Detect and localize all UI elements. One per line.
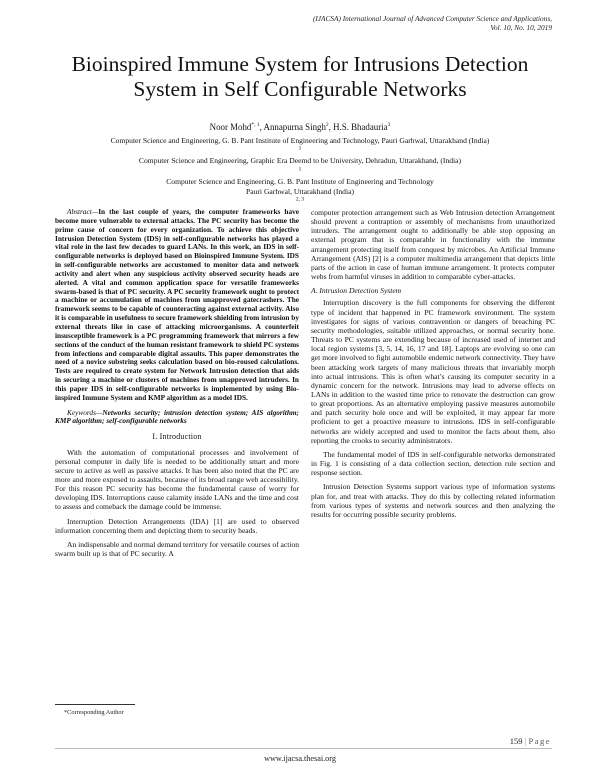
paper-title (30, 52, 570, 102)
left-column (55, 208, 299, 563)
title-line-2: System in Self Configurable Networks (133, 77, 467, 101)
page-number-separator: | (524, 736, 527, 746)
right-paragraph-continued: computer protection arrangement such as Web Intrusion detection Arrangement should prevent a contraption or assembly of mechanisms from unauthorized intruders. The arrangement ought to additionally be able stop opposing an external program that is comparable in functionality with the immune arrangement protecting itself from conquest by microbes. An Artificial Immune Arrangement (AIS) [2] is a computer multimedia arrangement that depicts little parts of the action in case of human immune arrangement. It protects computer webs from harmful viruses in addition to comparable cyber-attacks. (311, 208, 555, 282)
keywords (55, 409, 299, 427)
subsection-heading-ids: A. Intrusion Detection System (311, 286, 402, 296)
affiliation-2: Computer Science and Engineering, Graphic Era Deemd to be University, Dehradun, Uttarakhand, (India) $^1$ (138, 156, 462, 173)
footnote-divider (55, 704, 135, 705)
footer-divider (55, 748, 552, 749)
keywords-text: Networks security; intrusion detection system; AIS algorithm; KMP algorithm; self-configurable networks (55, 407, 299, 426)
intro-paragraph-2: Interruption Detection Arrangements (IDA) [1] are used to observed information concerning them and depicting them to security heads. (55, 516, 299, 535)
title-line-1: Bioinspired Immune System for Intrusions Detection (71, 52, 529, 76)
affiliations (20, 136, 580, 207)
ids-paragraph-3: Intrusion Detection Systems support various type of information systems plan for, and treat with attacks. They do this by collecting related information from various types of systems and network sources and then analyzing the results for occurring possible security problems. (311, 482, 555, 519)
abstract-text: In the last couple of years, the computer frameworks have become more vulnerable to external attacks. The PC security has become the prime cause of concern for every organization. To achieve this objective Intrusion Detection System (IDS) in self-configurable networks has played a vital role in the last few decades to guard LANs. In this work, an IDS in self-configurable networks is deployed based on Bioinspired Immune System. IDS in self-configurable networks are accustomed to monitor data and network activity and alert when any suspicious activity observed security heads are alerted. A vital and common application space for versatile frameworks swarm-based is that of PC security. A PC security framework ought to protect a machine or accumulation of machines from unapproved gatecrashers. The framework seems to be capable of counteracting against external activity. Also it is comparable in usefulness to secure framework shielding from intrusion by external threats like in case of attacking microorganisms. A counterfeit insusceptible framework is a PC programming framework that mirrors a few sections of the conduct of the human resistant framework to shield PC systems from infections and comparable digital assaults. This paper demonstrates the need of a novice substring seeks calculation based on bio-roused calculations. Tests are required to create system for Network Intrusion detection that aids in securing a machine or clusters of machines from unapproved intruders. In this paper IDS in self-configurable networks is implemented by using Bio-inspired Immune System and KMP algorithm as a model IDS. (55, 207, 299, 402)
section-heading-introduction: I. Introduction (152, 432, 202, 442)
author-2-sup: 2 (325, 122, 329, 129)
author-3: H.S. Bhadauria (333, 122, 388, 132)
journal-name: (IJACSA) International Journal of Advanced Computer Science and Applications, (312, 14, 552, 23)
journal-header (132, 14, 552, 32)
corresponding-author-footnote: *Corresponding Author (64, 709, 124, 716)
keywords-label: Keywords— (67, 407, 103, 417)
intro-paragraph-3: An indispensable and normal demand territory for versatile courses of action swarm built up is that of PC security. A (55, 539, 299, 559)
affiliation-1: Computer Science and Engineering, G. B. Pant Institute of Engineering and Technology, Pauri Garhwal, Uttarakhand (India) $^1$ (110, 136, 490, 152)
abstract-label: Abstract— (67, 207, 99, 216)
journal-volume: Vol. 10, No. 10, 2019 (490, 23, 552, 32)
affiliation-4: Pauri Garhwal, Uttarakhand (India) $^{2, 3}$ (246, 187, 354, 203)
author-3-sup: 3 (387, 122, 391, 129)
intro-paragraph-1: With the automation of computational processes and involvement of personal computer in daily life is needed to be additionally smart and more secure to active as well as passive attacks. It has been also noted that the PC are more and more exposed to assaults, because of its broad range web accessibility. For this reason PC security has become the fundamental cause of worry for developing IDS. Interruptions cause calamity inside LANs and the time and cost to assess and comeback the damage could be immense. (55, 447, 299, 512)
right-column (311, 208, 555, 524)
page-number-value: 159 (509, 736, 523, 746)
author-list: Noor Mohd$^{*, 1}$, Annapurna Singh$^2$, H.S. Bhadauria$^3$ (209, 122, 391, 132)
abstract (55, 208, 299, 403)
journal-url[interactable]: www.ijacsa.thesai.org (264, 754, 336, 763)
affiliation-3: Computer Science and Engineering, G. B. Pant Institute of Engineering and Technology (166, 176, 434, 186)
author-2: Annapurna Singh (263, 122, 326, 132)
page-number (510, 736, 551, 746)
page-word: Page (528, 736, 551, 746)
author-1: Noor Mohd (209, 122, 252, 132)
ids-paragraph-2: The fundamental model of IDS in self-configurable networks demonstrated in Fig. 1 is consisting of a data collection section, detection rule section and response section. (311, 449, 555, 478)
author-1-sup: *, 1 (251, 122, 260, 129)
ids-paragraph-1: Interruption discovery is the full components for observing the different type of incident that happened in PC framework environment. The system investigates for signs of various contravention or dangers of breaching PC security methodologies, suitable utilized approaches, or normal security hone. Threats to PC systems are extending because of increased used of internet and local region systems [3, 5, 14, 16, 17 and 18]. Laptops are evolving so one can get more involved to fight automobile endemic network connectivity. They have been attacking work targets of many malicious threats that invariably morph into actual intrusions. This is often what’s causing its computer security in a dynamic concern for the network. Intrusions may lead to adverse effects on LANs in addition to the wasted time price to renovate the destruction can grow to great proportions. As an alternative employing passive measures automobile and patch security hole once and will be exploited, it may appear far more proficient to get a proactive measure to intrusions. IDS in self-configurable networks are widely accepted and used to monitor the facts about them, also reporting the crooks to security administrators. (311, 298, 555, 445)
